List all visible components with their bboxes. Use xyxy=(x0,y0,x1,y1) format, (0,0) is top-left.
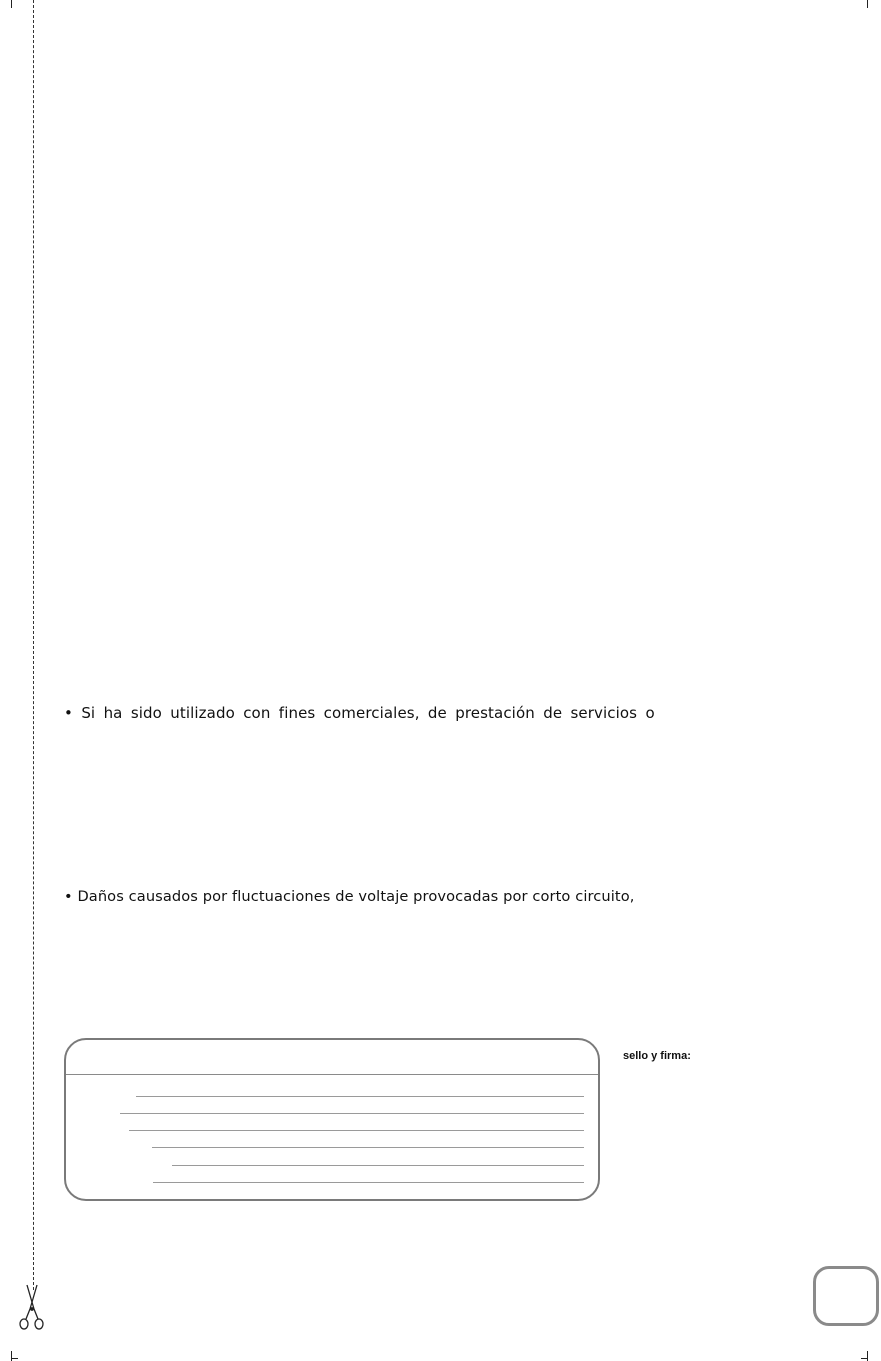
form-field-line[interactable] xyxy=(136,1096,584,1097)
bullet-voltage-damage: • Daños causados por fluctuaciones de voltaje provocadas por corto circuito, xyxy=(64,888,635,905)
cut-line xyxy=(33,0,34,1290)
crop-mark-bottom-right xyxy=(867,1351,868,1361)
stamp-signature-label: sello y firma: xyxy=(623,1050,691,1062)
form-header-divider xyxy=(66,1074,598,1075)
form-field-line[interactable] xyxy=(172,1165,584,1166)
crop-mark-top-right xyxy=(867,0,868,8)
form-field-line[interactable] xyxy=(153,1182,584,1183)
form-field-line[interactable] xyxy=(129,1130,584,1131)
crop-mark-bottom-left xyxy=(11,1351,12,1361)
crop-mark-bottom-left-h xyxy=(11,1358,18,1359)
warranty-form-box xyxy=(64,1038,600,1201)
crop-mark-top-left xyxy=(11,0,12,8)
page-number-box xyxy=(813,1266,879,1326)
form-field-line[interactable] xyxy=(152,1147,584,1148)
crop-mark-bottom-right-h xyxy=(861,1358,868,1359)
form-field-line[interactable] xyxy=(120,1113,584,1114)
bullet-commercial-use: • Si ha sido utilizado con fines comerciales, de prestación de servicios o xyxy=(64,704,655,722)
scissors-icon xyxy=(17,1283,47,1331)
